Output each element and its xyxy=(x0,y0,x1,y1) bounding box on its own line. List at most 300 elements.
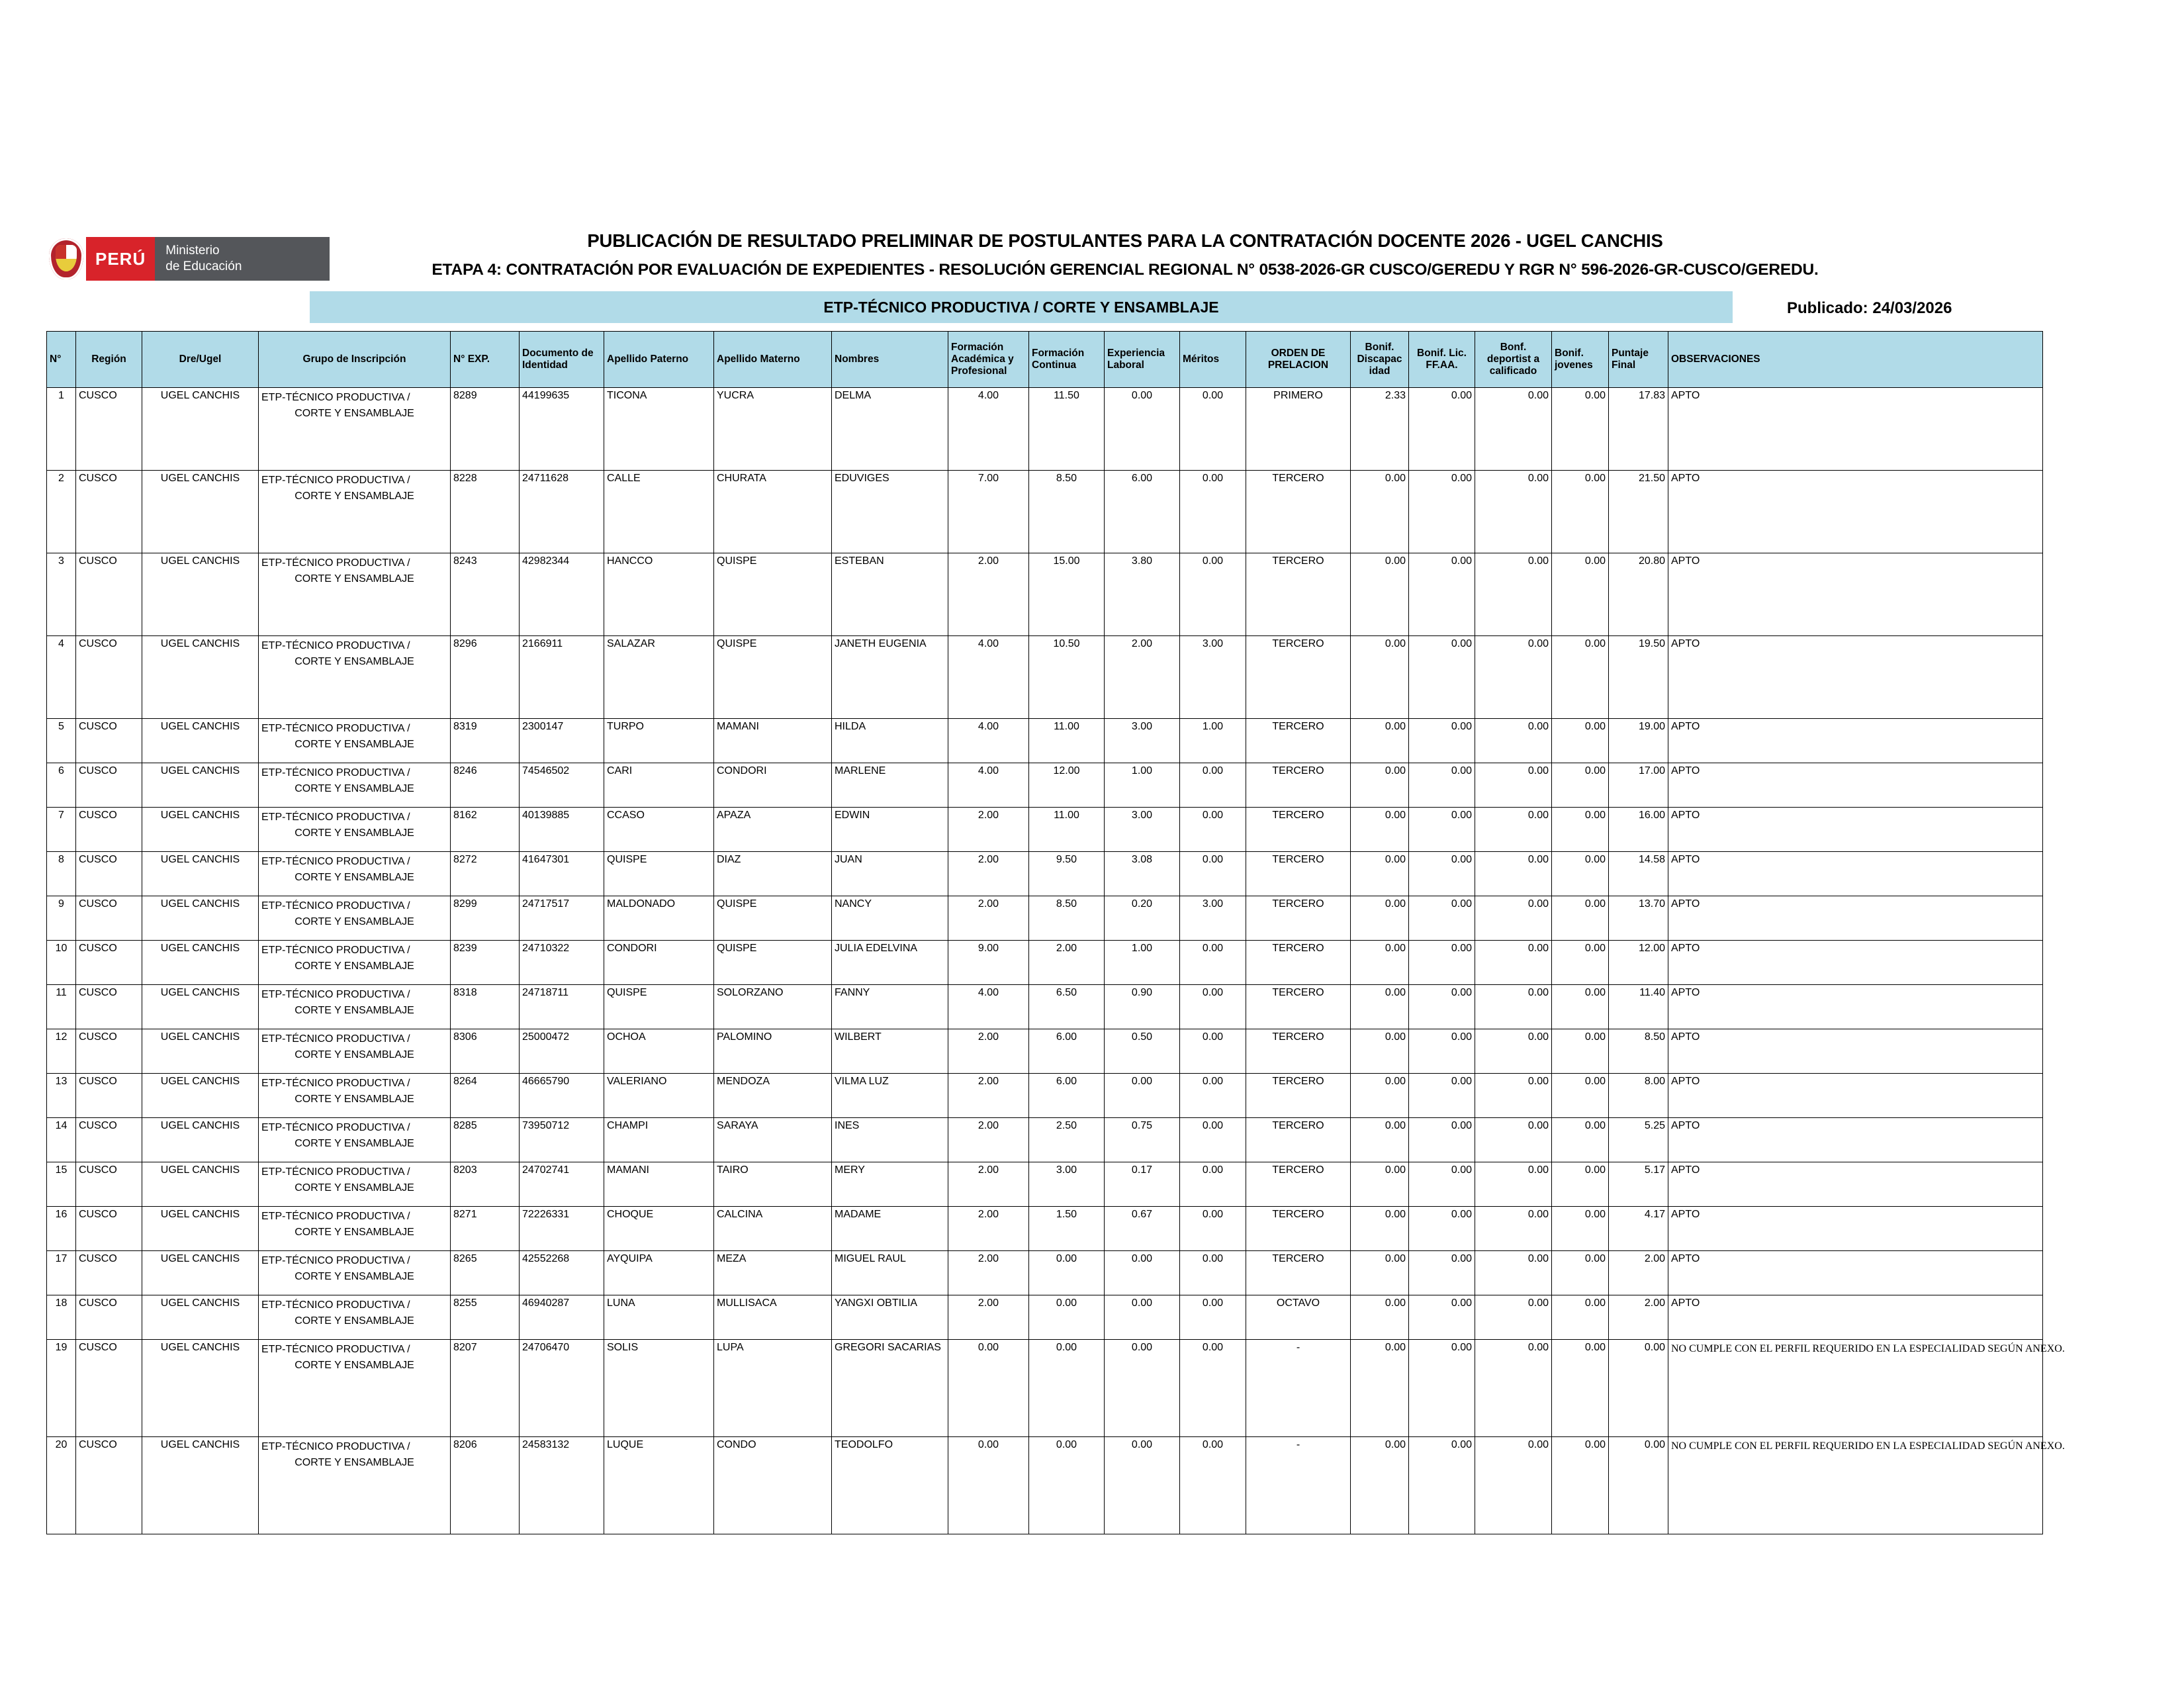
cell-n: 10 xyxy=(47,941,76,985)
cell-jovenes: 0.00 xyxy=(1552,388,1609,471)
grupo-line-2: CORTE Y ENSAMBLAJE xyxy=(295,916,414,927)
cell-meritos: 0.00 xyxy=(1180,1340,1246,1437)
cell-ffaa: 0.00 xyxy=(1409,636,1475,719)
cell-paterno: CARI xyxy=(604,763,714,808)
grupo-line-2: CORTE Y ENSAMBLAJE xyxy=(295,1271,414,1282)
cell-deportista: 0.00 xyxy=(1475,553,1552,636)
cell-observaciones: APTO xyxy=(1668,553,2043,636)
grupo-line-2: CORTE Y ENSAMBLAJE xyxy=(295,783,414,794)
cell-experiencia: 6.00 xyxy=(1105,471,1180,553)
cell-observaciones: APTO xyxy=(1668,985,2043,1029)
cell-dni: 46940287 xyxy=(520,1295,604,1340)
cell-deportista: 0.00 xyxy=(1475,1295,1552,1340)
table-row xyxy=(47,1340,2043,1437)
cell-discapacidad: 0.00 xyxy=(1351,553,1409,636)
cell-ugel: UGEL CANCHIS xyxy=(142,896,259,941)
cell-ffaa: 0.00 xyxy=(1409,1029,1475,1074)
cell-discapacidad: 0.00 xyxy=(1351,1340,1409,1437)
cell-n: 19 xyxy=(47,1340,76,1437)
cell-dni: 42982344 xyxy=(520,553,604,636)
cell-grupo xyxy=(259,1340,451,1437)
cell-experiencia: 0.00 xyxy=(1105,1074,1180,1118)
cell-academica: 4.00 xyxy=(948,985,1029,1029)
cell-prelacion: TERCERO xyxy=(1246,763,1351,808)
cell-dni: 25000472 xyxy=(520,1029,604,1074)
col-header-formacion-continua: Formación Continua xyxy=(1029,332,1105,388)
cell-region: CUSCO xyxy=(76,1029,142,1074)
cell-prelacion: TERCERO xyxy=(1246,896,1351,941)
cell-continua: 0.00 xyxy=(1029,1295,1105,1340)
page-title: PUBLICACIÓN DE RESULTADO PRELIMINAR DE POSTULANTES PARA LA CONTRATACIÓN DOCENTE 2026 - UGEL CANCHIS xyxy=(587,230,1663,251)
cell-materno: CALCINA xyxy=(714,1207,832,1251)
cell-academica: 4.00 xyxy=(948,636,1029,719)
cell-n: 9 xyxy=(47,896,76,941)
cell-deportista: 0.00 xyxy=(1475,1340,1552,1437)
cell-n: 4 xyxy=(47,636,76,719)
cell-deportista: 0.00 xyxy=(1475,763,1552,808)
cell-region: CUSCO xyxy=(76,985,142,1029)
cell-academica: 2.00 xyxy=(948,852,1029,896)
grupo-line-2: CORTE Y ENSAMBLAJE xyxy=(295,656,414,667)
cell-deportista: 0.00 xyxy=(1475,896,1552,941)
cell-observaciones: APTO xyxy=(1668,1029,2043,1074)
table-row xyxy=(47,388,2043,471)
cell-prelacion: PRIMERO xyxy=(1246,388,1351,471)
cell-jovenes: 0.00 xyxy=(1552,1295,1609,1340)
cell-nombres: GREGORI SACARIAS xyxy=(832,1340,948,1437)
cell-puntaje: 19.50 xyxy=(1609,636,1668,719)
cell-prelacion: TERCERO xyxy=(1246,1029,1351,1074)
cell-meritos: 0.00 xyxy=(1180,1118,1246,1162)
cell-puntaje: 2.00 xyxy=(1609,1251,1668,1295)
cell-discapacidad: 0.00 xyxy=(1351,471,1409,553)
cell-paterno: AYQUIPA xyxy=(604,1251,714,1295)
cell-paterno: MAMANI xyxy=(604,1162,714,1207)
cell-dni: 24583132 xyxy=(520,1437,604,1534)
cell-jovenes: 0.00 xyxy=(1552,896,1609,941)
cell-paterno: SALAZAR xyxy=(604,636,714,719)
cell-discapacidad: 0.00 xyxy=(1351,1207,1409,1251)
cell-paterno: LUQUE xyxy=(604,1437,714,1534)
cell-ugel: UGEL CANCHIS xyxy=(142,1207,259,1251)
cell-n: 6 xyxy=(47,763,76,808)
group-banner: ETP-TÉCNICO PRODUCTIVA / CORTE Y ENSAMBLAJE xyxy=(310,291,1733,323)
cell-observaciones: APTO xyxy=(1668,471,2043,553)
cell-puntaje: 20.80 xyxy=(1609,553,1668,636)
cell-jovenes: 0.00 xyxy=(1552,1118,1609,1162)
cell-region: CUSCO xyxy=(76,1437,142,1534)
cell-paterno: SOLIS xyxy=(604,1340,714,1437)
cell-puntaje: 5.25 xyxy=(1609,1118,1668,1162)
cell-paterno: QUISPE xyxy=(604,985,714,1029)
grupo-line-1: ETP-TÉCNICO PRODUCTIVA / xyxy=(261,1299,410,1311)
cell-discapacidad: 0.00 xyxy=(1351,808,1409,852)
grupo-line-2: CORTE Y ENSAMBLAJE xyxy=(295,1049,414,1060)
cell-puntaje: 5.17 xyxy=(1609,1162,1668,1207)
grupo-line-1: ETP-TÉCNICO PRODUCTIVA / xyxy=(261,557,410,569)
grupo-line-1: ETP-TÉCNICO PRODUCTIVA / xyxy=(261,989,410,1000)
cell-meritos: 0.00 xyxy=(1180,553,1246,636)
cell-nombres: JULIA EDELVINA xyxy=(832,941,948,985)
cell-academica: 4.00 xyxy=(948,388,1029,471)
cell-continua: 11.00 xyxy=(1029,808,1105,852)
cell-paterno: QUISPE xyxy=(604,852,714,896)
cell-prelacion: OCTAVO xyxy=(1246,1295,1351,1340)
cell-academica: 4.00 xyxy=(948,719,1029,763)
cell-academica: 7.00 xyxy=(948,471,1029,553)
cell-dni: 72226331 xyxy=(520,1207,604,1251)
cell-exp: 8206 xyxy=(451,1437,520,1534)
cell-academica: 0.00 xyxy=(948,1340,1029,1437)
table-row xyxy=(47,1207,2043,1251)
cell-exp: 8246 xyxy=(451,763,520,808)
table-row xyxy=(47,1074,2043,1118)
col-header-experiencia-laboral: Experiencia Laboral xyxy=(1105,332,1180,388)
cell-region: CUSCO xyxy=(76,471,142,553)
cell-meritos: 0.00 xyxy=(1180,852,1246,896)
cell-continua: 11.50 xyxy=(1029,388,1105,471)
cell-meritos: 1.00 xyxy=(1180,719,1246,763)
table-header-row xyxy=(47,332,2043,388)
cell-grupo xyxy=(259,1251,451,1295)
cell-grupo xyxy=(259,1118,451,1162)
cell-puntaje: 17.00 xyxy=(1609,763,1668,808)
cell-prelacion: TERCERO xyxy=(1246,985,1351,1029)
grupo-line-1: ETP-TÉCNICO PRODUCTIVA / xyxy=(261,1166,410,1178)
grupo-line-2: CORTE Y ENSAMBLAJE xyxy=(295,961,414,972)
cell-region: CUSCO xyxy=(76,1118,142,1162)
cell-meritos: 0.00 xyxy=(1180,1162,1246,1207)
grupo-line-2: CORTE Y ENSAMBLAJE xyxy=(295,1360,414,1371)
cell-prelacion: TERCERO xyxy=(1246,1074,1351,1118)
cell-experiencia: 2.00 xyxy=(1105,636,1180,719)
cell-discapacidad: 0.00 xyxy=(1351,1029,1409,1074)
cell-deportista: 0.00 xyxy=(1475,1118,1552,1162)
cell-deportista: 0.00 xyxy=(1475,1437,1552,1534)
cell-discapacidad: 2.33 xyxy=(1351,388,1409,471)
cell-n: 12 xyxy=(47,1029,76,1074)
cell-meritos: 0.00 xyxy=(1180,1251,1246,1295)
peru-wordmark: PERÚ xyxy=(86,237,155,281)
cell-meritos: 3.00 xyxy=(1180,896,1246,941)
cell-meritos: 0.00 xyxy=(1180,1207,1246,1251)
cell-prelacion: TERCERO xyxy=(1246,1118,1351,1162)
cell-academica: 2.00 xyxy=(948,1118,1029,1162)
cell-experiencia: 0.67 xyxy=(1105,1207,1180,1251)
cell-exp: 8318 xyxy=(451,985,520,1029)
cell-observaciones: APTO xyxy=(1668,763,2043,808)
ministry-line-1: Ministerio xyxy=(165,244,220,258)
cell-exp: 8289 xyxy=(451,388,520,471)
cell-region: CUSCO xyxy=(76,896,142,941)
table-row xyxy=(47,1029,2043,1074)
cell-experiencia: 0.20 xyxy=(1105,896,1180,941)
cell-experiencia: 3.00 xyxy=(1105,808,1180,852)
col-header-dre-ugel: Dre/Ugel xyxy=(142,332,259,388)
cell-materno: CHURATA xyxy=(714,471,832,553)
cell-jovenes: 0.00 xyxy=(1552,1340,1609,1437)
cell-ugel: UGEL CANCHIS xyxy=(142,985,259,1029)
cell-materno: MAMANI xyxy=(714,719,832,763)
table-row xyxy=(47,1295,2043,1340)
cell-materno: QUISPE xyxy=(714,553,832,636)
cell-jovenes: 0.00 xyxy=(1552,719,1609,763)
grupo-line-1: ETP-TÉCNICO PRODUCTIVA / xyxy=(261,1344,410,1355)
cell-exp: 8272 xyxy=(451,852,520,896)
cell-region: CUSCO xyxy=(76,941,142,985)
cell-experiencia: 1.00 xyxy=(1105,941,1180,985)
cell-nombres: DELMA xyxy=(832,388,948,471)
cell-dni: 41647301 xyxy=(520,852,604,896)
cell-discapacidad: 0.00 xyxy=(1351,1074,1409,1118)
cell-puntaje: 0.00 xyxy=(1609,1340,1668,1437)
cell-exp: 8264 xyxy=(451,1074,520,1118)
cell-discapacidad: 0.00 xyxy=(1351,763,1409,808)
cell-continua: 6.00 xyxy=(1029,1029,1105,1074)
col-header-puntaje-final: Puntaje Final xyxy=(1609,332,1668,388)
cell-nombres: MARLENE xyxy=(832,763,948,808)
cell-n: 16 xyxy=(47,1207,76,1251)
cell-exp: 8228 xyxy=(451,471,520,553)
cell-n: 5 xyxy=(47,719,76,763)
col-header-formacion-academica: Formación Académica y Profesional xyxy=(948,332,1029,388)
cell-ffaa: 0.00 xyxy=(1409,1074,1475,1118)
cell-discapacidad: 0.00 xyxy=(1351,852,1409,896)
cell-exp: 8296 xyxy=(451,636,520,719)
cell-ffaa: 0.00 xyxy=(1409,1437,1475,1534)
results-table xyxy=(46,331,2065,1534)
cell-region: CUSCO xyxy=(76,1207,142,1251)
cell-exp: 8306 xyxy=(451,1029,520,1074)
cell-puntaje: 0.00 xyxy=(1609,1437,1668,1534)
cell-ffaa: 0.00 xyxy=(1409,1295,1475,1340)
cell-jovenes: 0.00 xyxy=(1552,553,1609,636)
cell-exp: 8299 xyxy=(451,896,520,941)
cell-grupo xyxy=(259,763,451,808)
cell-n: 1 xyxy=(47,388,76,471)
cell-dni: 24711628 xyxy=(520,471,604,553)
cell-continua: 11.00 xyxy=(1029,719,1105,763)
cell-prelacion: TERCERO xyxy=(1246,1251,1351,1295)
cell-meritos: 0.00 xyxy=(1180,763,1246,808)
cell-ffaa: 0.00 xyxy=(1409,896,1475,941)
cell-puntaje: 12.00 xyxy=(1609,941,1668,985)
cell-jovenes: 0.00 xyxy=(1552,1251,1609,1295)
cell-dni: 24717517 xyxy=(520,896,604,941)
cell-puntaje: 11.40 xyxy=(1609,985,1668,1029)
cell-ugel: UGEL CANCHIS xyxy=(142,1295,259,1340)
cell-nombres: ESTEBAN xyxy=(832,553,948,636)
cell-grupo xyxy=(259,896,451,941)
cell-observaciones: APTO xyxy=(1668,852,2043,896)
cell-paterno: TURPO xyxy=(604,719,714,763)
cell-academica: 2.00 xyxy=(948,553,1029,636)
cell-jovenes: 0.00 xyxy=(1552,985,1609,1029)
cell-prelacion: TERCERO xyxy=(1246,471,1351,553)
cell-deportista: 0.00 xyxy=(1475,1029,1552,1074)
cell-materno: QUISPE xyxy=(714,896,832,941)
cell-jovenes: 0.00 xyxy=(1552,1437,1609,1534)
cell-meritos: 3.00 xyxy=(1180,636,1246,719)
table-row xyxy=(47,985,2043,1029)
cell-dni: 24710322 xyxy=(520,941,604,985)
cell-deportista: 0.00 xyxy=(1475,471,1552,553)
cell-jovenes: 0.00 xyxy=(1552,1029,1609,1074)
cell-observaciones: APTO xyxy=(1668,1207,2043,1251)
cell-continua: 10.50 xyxy=(1029,636,1105,719)
cell-deportista: 0.00 xyxy=(1475,636,1552,719)
cell-deportista: 0.00 xyxy=(1475,1207,1552,1251)
cell-jovenes: 0.00 xyxy=(1552,941,1609,985)
cell-ffaa: 0.00 xyxy=(1409,388,1475,471)
grupo-line-1: ETP-TÉCNICO PRODUCTIVA / xyxy=(261,640,410,651)
cell-academica: 2.00 xyxy=(948,1074,1029,1118)
cell-continua: 12.00 xyxy=(1029,763,1105,808)
cell-paterno: CCASO xyxy=(604,808,714,852)
grupo-line-1: ETP-TÉCNICO PRODUCTIVA / xyxy=(261,767,410,778)
cell-academica: 0.00 xyxy=(948,1437,1029,1534)
cell-exp: 8203 xyxy=(451,1162,520,1207)
col-header-grupo: Grupo de Inscripción xyxy=(259,332,451,388)
cell-deportista: 0.00 xyxy=(1475,1074,1552,1118)
cell-grupo xyxy=(259,1207,451,1251)
cell-observaciones: APTO xyxy=(1668,808,2043,852)
cell-meritos: 0.00 xyxy=(1180,1074,1246,1118)
cell-materno: SARAYA xyxy=(714,1118,832,1162)
cell-n: 15 xyxy=(47,1162,76,1207)
cell-region: CUSCO xyxy=(76,636,142,719)
cell-materno: QUISPE xyxy=(714,941,832,985)
grupo-line-1: ETP-TÉCNICO PRODUCTIVA / xyxy=(261,1078,410,1089)
cell-continua: 0.00 xyxy=(1029,1251,1105,1295)
cell-ugel: UGEL CANCHIS xyxy=(142,1118,259,1162)
cell-jovenes: 0.00 xyxy=(1552,1207,1609,1251)
cell-grupo xyxy=(259,941,451,985)
cell-observaciones: APTO xyxy=(1668,1074,2043,1118)
cell-ffaa: 0.00 xyxy=(1409,1340,1475,1437)
cell-region: CUSCO xyxy=(76,1340,142,1437)
cell-exp: 8271 xyxy=(451,1207,520,1251)
cell-exp: 8207 xyxy=(451,1340,520,1437)
ministry-line-2: de Educación xyxy=(165,259,242,273)
cell-paterno: TICONA xyxy=(604,388,714,471)
cell-continua: 9.50 xyxy=(1029,852,1105,896)
col-header-bonif-ffaa: Bonif. Lic. FF.AA. xyxy=(1409,332,1475,388)
cell-puntaje: 19.00 xyxy=(1609,719,1668,763)
cell-materno: YUCRA xyxy=(714,388,832,471)
cell-ugel: UGEL CANCHIS xyxy=(142,1251,259,1295)
cell-observaciones: APTO xyxy=(1668,636,2043,719)
cell-dni: 24718711 xyxy=(520,985,604,1029)
grupo-line-2: CORTE Y ENSAMBLAJE xyxy=(295,491,414,502)
cell-n: 20 xyxy=(47,1437,76,1534)
cell-n: 8 xyxy=(47,852,76,896)
cell-nombres: INES xyxy=(832,1118,948,1162)
cell-observaciones: APTO xyxy=(1668,719,2043,763)
cell-prelacion: TERCERO xyxy=(1246,636,1351,719)
col-header-apellido-materno: Apellido Materno xyxy=(714,332,832,388)
cell-ffaa: 0.00 xyxy=(1409,471,1475,553)
cell-meritos: 0.00 xyxy=(1180,1029,1246,1074)
cell-deportista: 0.00 xyxy=(1475,941,1552,985)
cell-materno: TAIRO xyxy=(714,1162,832,1207)
cell-continua: 2.00 xyxy=(1029,941,1105,985)
cell-academica: 9.00 xyxy=(948,941,1029,985)
cell-grupo xyxy=(259,985,451,1029)
cell-puntaje: 4.17 xyxy=(1609,1207,1668,1251)
cell-nombres: NANCY xyxy=(832,896,948,941)
cell-nombres: MADAME xyxy=(832,1207,948,1251)
cell-ugel: UGEL CANCHIS xyxy=(142,553,259,636)
table-row xyxy=(47,941,2043,985)
grupo-line-2: CORTE Y ENSAMBLAJE xyxy=(295,872,414,883)
cell-region: CUSCO xyxy=(76,1295,142,1340)
cell-grupo xyxy=(259,471,451,553)
cell-experiencia: 0.75 xyxy=(1105,1118,1180,1162)
cell-materno: CONDO xyxy=(714,1437,832,1534)
cell-continua: 0.00 xyxy=(1029,1340,1105,1437)
cell-academica: 2.00 xyxy=(948,1162,1029,1207)
grupo-line-1: ETP-TÉCNICO PRODUCTIVA / xyxy=(261,812,410,823)
table-row xyxy=(47,636,2043,719)
grupo-line-2: CORTE Y ENSAMBLAJE xyxy=(295,739,414,750)
cell-exp: 8239 xyxy=(451,941,520,985)
cell-grupo xyxy=(259,852,451,896)
cell-prelacion: - xyxy=(1246,1437,1351,1534)
cell-nombres: WILBERT xyxy=(832,1029,948,1074)
grupo-line-2: CORTE Y ENSAMBLAJE xyxy=(295,827,414,839)
table-row xyxy=(47,719,2043,763)
cell-continua: 0.00 xyxy=(1029,1437,1105,1534)
cell-paterno: HANCCO xyxy=(604,553,714,636)
cell-materno: SOLORZANO xyxy=(714,985,832,1029)
grupo-line-2: CORTE Y ENSAMBLAJE xyxy=(295,1005,414,1016)
cell-jovenes: 0.00 xyxy=(1552,1162,1609,1207)
cell-deportista: 0.00 xyxy=(1475,388,1552,471)
grupo-line-1: ETP-TÉCNICO PRODUCTIVA / xyxy=(261,1122,410,1133)
cell-dni: 40139885 xyxy=(520,808,604,852)
cell-ugel: UGEL CANCHIS xyxy=(142,1340,259,1437)
cell-meritos: 0.00 xyxy=(1180,1437,1246,1534)
cell-dni: 74546502 xyxy=(520,763,604,808)
table-row xyxy=(47,471,2043,553)
col-header-num-exp: N° EXP. xyxy=(451,332,520,388)
cell-ugel: UGEL CANCHIS xyxy=(142,1074,259,1118)
cell-experiencia: 0.17 xyxy=(1105,1162,1180,1207)
cell-materno: DIAZ xyxy=(714,852,832,896)
cell-academica: 2.00 xyxy=(948,896,1029,941)
col-header-observaciones: OBSERVACIONES xyxy=(1668,332,2043,388)
cell-paterno: CALLE xyxy=(604,471,714,553)
cell-materno: CONDORI xyxy=(714,763,832,808)
peru-coat-of-arms-icon xyxy=(46,237,86,281)
cell-discapacidad: 0.00 xyxy=(1351,1118,1409,1162)
cell-nombres: YANGXI OBTILIA xyxy=(832,1295,948,1340)
col-header-apellido-paterno: Apellido Paterno xyxy=(604,332,714,388)
cell-dni: 46665790 xyxy=(520,1074,604,1118)
cell-deportista: 0.00 xyxy=(1475,1162,1552,1207)
table-row xyxy=(47,1162,2043,1207)
cell-nombres: EDWIN xyxy=(832,808,948,852)
table-row xyxy=(47,852,2043,896)
cell-academica: 2.00 xyxy=(948,1207,1029,1251)
table-row xyxy=(47,1251,2043,1295)
cell-jovenes: 0.00 xyxy=(1552,808,1609,852)
cell-jovenes: 0.00 xyxy=(1552,763,1609,808)
cell-jovenes: 0.00 xyxy=(1552,636,1609,719)
cell-paterno: CONDORI xyxy=(604,941,714,985)
cell-experiencia: 0.90 xyxy=(1105,985,1180,1029)
